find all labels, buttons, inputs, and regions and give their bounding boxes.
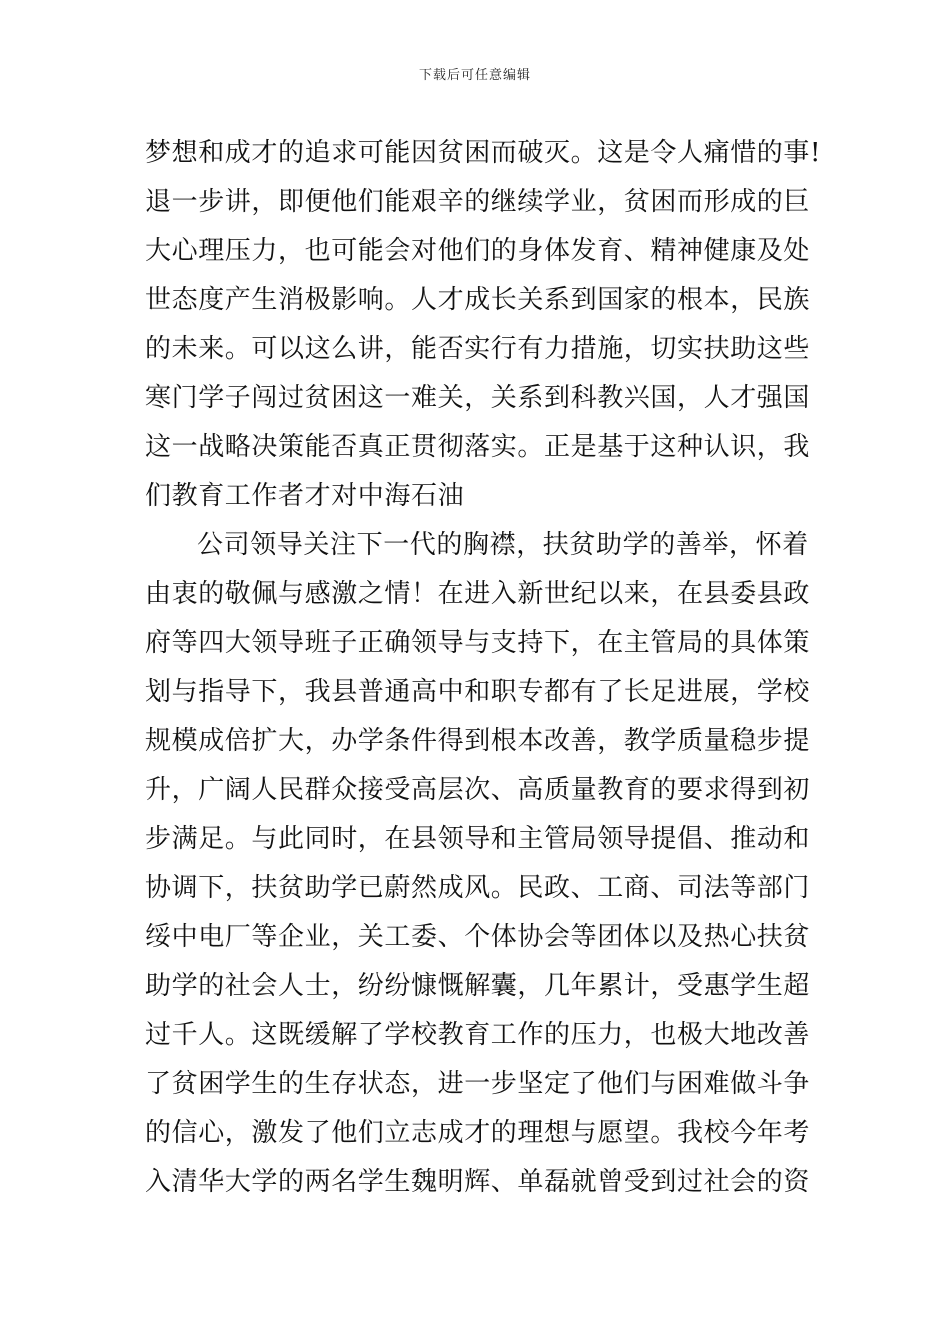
paragraph-line: 绥中电厂等企业，关工委、个体协会等团体以及热心扶贫	[145, 922, 811, 952]
paragraph-line: 这一战略决策能否真正贯彻落实。正是基于这种认识，我	[145, 432, 811, 462]
paragraph-line: 公司领导关注下一代的胸襟，扶贫助学的善举，怀着	[197, 530, 809, 560]
paragraph-line: 府等四大领导班子正确领导与支持下，在主管局的具体策	[145, 628, 811, 658]
document-body	[145, 129, 822, 1207]
paragraph-line: 们教育工作者才对中海石油	[145, 481, 465, 511]
paragraph-line: 大心理压力，也可能会对他们的身体发育、精神健康及处	[145, 236, 811, 266]
paragraph-1	[145, 129, 822, 521]
paragraph-2	[145, 521, 815, 1207]
paragraph-line: 助学的社会人士，纷纷慷慨解囊，几年累计，受惠学生超	[145, 971, 811, 1001]
paragraph-line: 由衷的敬佩与感激之情！在进入新世纪以来，在县委县政	[145, 579, 811, 609]
paragraph-line: 划与指导下，我县普通高中和职专都有了长足进展，学校	[145, 677, 811, 707]
paragraph-line: 寒门学子闯过贫困这一难关，关系到科教兴国，人才强国	[145, 383, 811, 413]
paragraph-line: 退一步讲，即便他们能艰辛的继续学业，贫困而形成的巨	[145, 187, 811, 217]
paragraph-line: 过千人。这既缓解了学校教育工作的压力，也极大地改善	[145, 1020, 811, 1050]
paragraph-line: 协调下，扶贫助学已蔚然成风。民政、工商、司法等部门	[145, 873, 811, 903]
page-header: 下载后可任意编辑	[418, 68, 531, 83]
paragraph-line: 的信心，激发了他们立志成才的理想与愿望。我校今年考	[145, 1118, 811, 1148]
paragraph-line: 了贫困学生的生存状态，进一步坚定了他们与困难做斗争	[145, 1069, 811, 1099]
paragraph-line: 步满足。与此同时，在县领导和主管局领导提倡、推动和	[145, 824, 811, 854]
paragraph-line: 升，广阔人民群众接受高层次、高质量教育的要求得到初	[145, 775, 811, 805]
paragraph-line: 梦想和成才的追求可能因贫困而破灭。这是令人痛惜的事!	[145, 138, 822, 168]
paragraph-line: 世态度产生消极影响。人才成长关系到国家的根本，民族	[145, 285, 811, 315]
paragraph-line: 的未来。可以这么讲，能否实行有力措施，切实扶助这些	[145, 334, 811, 364]
paragraph-line: 规模成倍扩大，办学条件得到根本改善，教学质量稳步提	[145, 726, 811, 756]
paragraph-line: 入清华大学的两名学生魏明辉、单磊就曾受到过社会的资	[145, 1167, 811, 1197]
